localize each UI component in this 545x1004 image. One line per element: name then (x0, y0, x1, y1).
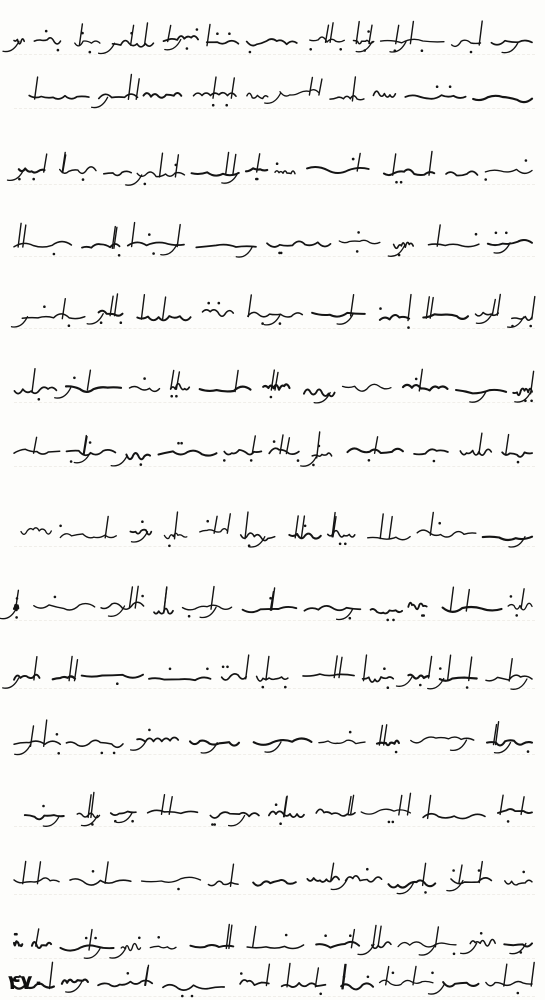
cursive-strokes (6, 510, 534, 550)
cursive-strokes (6, 790, 534, 830)
cursive-strokes (6, 148, 534, 188)
handwritten-line (6, 220, 534, 260)
cursive-strokes (6, 858, 534, 898)
cursive-strokes (6, 220, 534, 260)
cursive-strokes (6, 584, 534, 624)
handwritten-line (6, 858, 534, 898)
handwritten-line (6, 652, 534, 692)
handwritten-line (6, 718, 534, 758)
handwritten-line (6, 790, 534, 830)
cursive-strokes (6, 292, 534, 332)
cursive-strokes (6, 366, 534, 406)
cursive-strokes (6, 718, 534, 758)
handwritten-line (6, 922, 534, 962)
handwritten-line (6, 72, 534, 112)
handwritten-line (6, 18, 534, 58)
handwritten-line (6, 510, 534, 550)
handwritten-line (6, 292, 534, 332)
cursive-strokes (6, 652, 534, 692)
handwritten-line (6, 960, 534, 1000)
handwritten-line (6, 366, 534, 406)
handwritten-line (6, 430, 534, 470)
cursive-strokes (6, 18, 534, 58)
cursive-strokes (6, 430, 534, 470)
handwritten-line (6, 148, 534, 188)
handwritten-line (6, 584, 534, 624)
cursive-strokes (6, 922, 534, 962)
cursive-strokes (6, 72, 534, 112)
cursive-strokes (6, 960, 534, 1000)
page-number: ۴۷۰ (8, 970, 45, 994)
